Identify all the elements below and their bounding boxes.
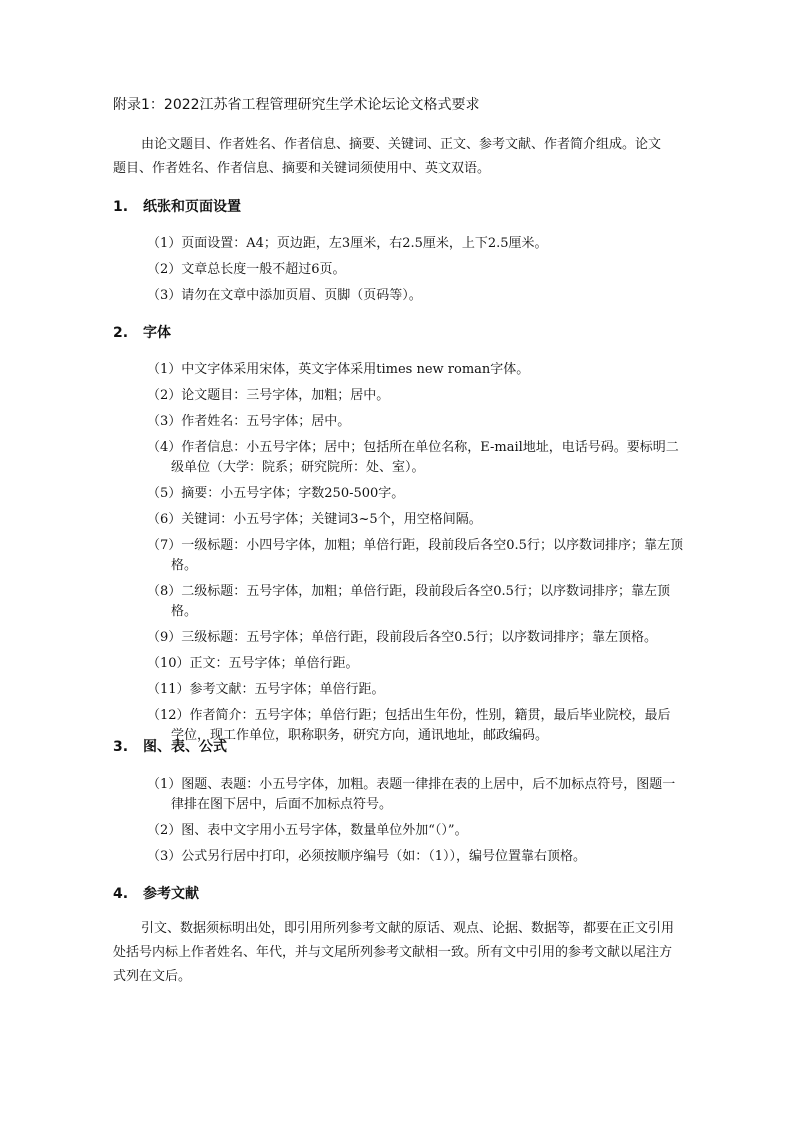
list-item [147, 582, 715, 622]
section-number: 2. [113, 325, 129, 341]
section-heading-1 [113, 197, 241, 217]
list-item: （3）作者姓名：五号字体；居中。 [147, 414, 351, 429]
section-heading-2 [113, 323, 171, 343]
page-title: 附录1：2022江苏省工程管理研究生学术论坛论文格式要求 [113, 97, 480, 113]
section-title: 字体 [143, 325, 171, 341]
list-item-line: （8）二级标题：五号字体，加粗；单倍行距，段前段后各空0.5行；以序数词排序；靠左顶 [147, 584, 670, 599]
section-title: 图、表、公式 [143, 739, 227, 755]
list-item-line: （12）作者简介：五号字体；单倍行距；包括出生年份，性别，籍贯，最后毕业院校，最后 [147, 708, 671, 723]
section-3-list [147, 775, 715, 873]
list-item-line: （7）一级标题：小四号字体，加粗；单倍行距，段前段后各空0.5行；以序数词排序；靠左顶 [147, 538, 683, 553]
list-item: （3）请勿在文章中添加页眉、页脚（页码等）。 [147, 288, 422, 303]
list-item-continuation: 律排在图下居中，后面不加标点符号。 [171, 797, 393, 812]
paragraph-line-3: 式列在文后。 [113, 969, 192, 984]
list-item-continuation: 学位，现工作单位，职称职务，研究方向，通讯地址，邮政编码。 [171, 728, 549, 743]
list-item: （10）正文：五号字体；单倍行距。 [147, 656, 359, 671]
list-item: （5）摘要：小五号字体；字数250-500字。 [147, 486, 405, 501]
list-item: （2）文章总长度一般不超过6页。 [147, 262, 346, 277]
intro-paragraph [113, 133, 703, 181]
list-item: （11）参考文献：五号字体；单倍行距。 [147, 682, 385, 697]
section-2-list [147, 360, 715, 752]
section-title: 参考文献 [143, 886, 199, 902]
list-item-line: （1）图题、表题：小五号字体，加粗。表题一律排在表的上居中，后不加标点符号，图题一 [147, 777, 676, 792]
section-heading-4 [113, 884, 199, 904]
list-item: （6）关键词：小五号字体；关键词3~5个，用空格间隔。 [147, 512, 482, 527]
list-item: （3）公式另行居中打印，必须按顺序编号（如：（1）），编号位置靠右顶格。 [147, 849, 587, 864]
section-title: 纸张和页面设置 [143, 199, 241, 215]
intro-line-1: 由论文题目、作者姓名、作者信息、摘要、关键词、正文、参考文献、作者简介组成。论文 [141, 137, 662, 152]
list-item [147, 706, 715, 746]
paragraph-line-1: 引文、数据须标明出处，即引用所列参考文献的原话、观点、论据、数据等，都要在正文引用 [141, 921, 675, 936]
references-paragraph [113, 917, 705, 989]
list-item-line: （4）作者信息：小五号字体；居中；包括所在单位名称，E-mail地址，电话号码。要标明二 [147, 440, 679, 455]
section-heading-3 [113, 737, 227, 757]
list-item: （1）页面设置：A4；页边距，左3厘米，右2.5厘米，上下2.5厘米。 [147, 236, 548, 251]
section-number: 1. [113, 199, 129, 215]
list-item [147, 536, 715, 576]
section-number: 4. [113, 886, 129, 902]
paragraph-line-2: 处括号内标上作者姓名、年代，并与文尾所列参考文献相一致。所有文中引用的参考文献以尾注方 [113, 945, 673, 960]
list-item-continuation: 级单位（大学：院系；研究院所：处、室）。 [171, 460, 425, 475]
intro-line-2: 题目、作者姓名、作者信息、摘要和关键词须使用中、英文双语。 [113, 161, 491, 176]
list-item [147, 438, 715, 478]
list-item-continuation: 格。 [171, 604, 198, 619]
list-item-continuation: 格。 [171, 558, 198, 573]
list-item: （2）图、表中文字用小五号字体，数量单位外加“（）”。 [147, 823, 468, 838]
list-item: （9）三级标题：五号字体；单倍行距，段前段后各空0.5行；以序数词排序；靠左顶格。 [147, 630, 657, 645]
list-item [147, 775, 715, 815]
section-number: 3. [113, 739, 129, 755]
section-1-list [147, 234, 715, 312]
list-item: （2）论文题目：三号字体，加粗；居中。 [147, 388, 390, 403]
list-item: （1）中文字体采用宋体，英文字体采用times new roman字体。 [147, 362, 530, 377]
